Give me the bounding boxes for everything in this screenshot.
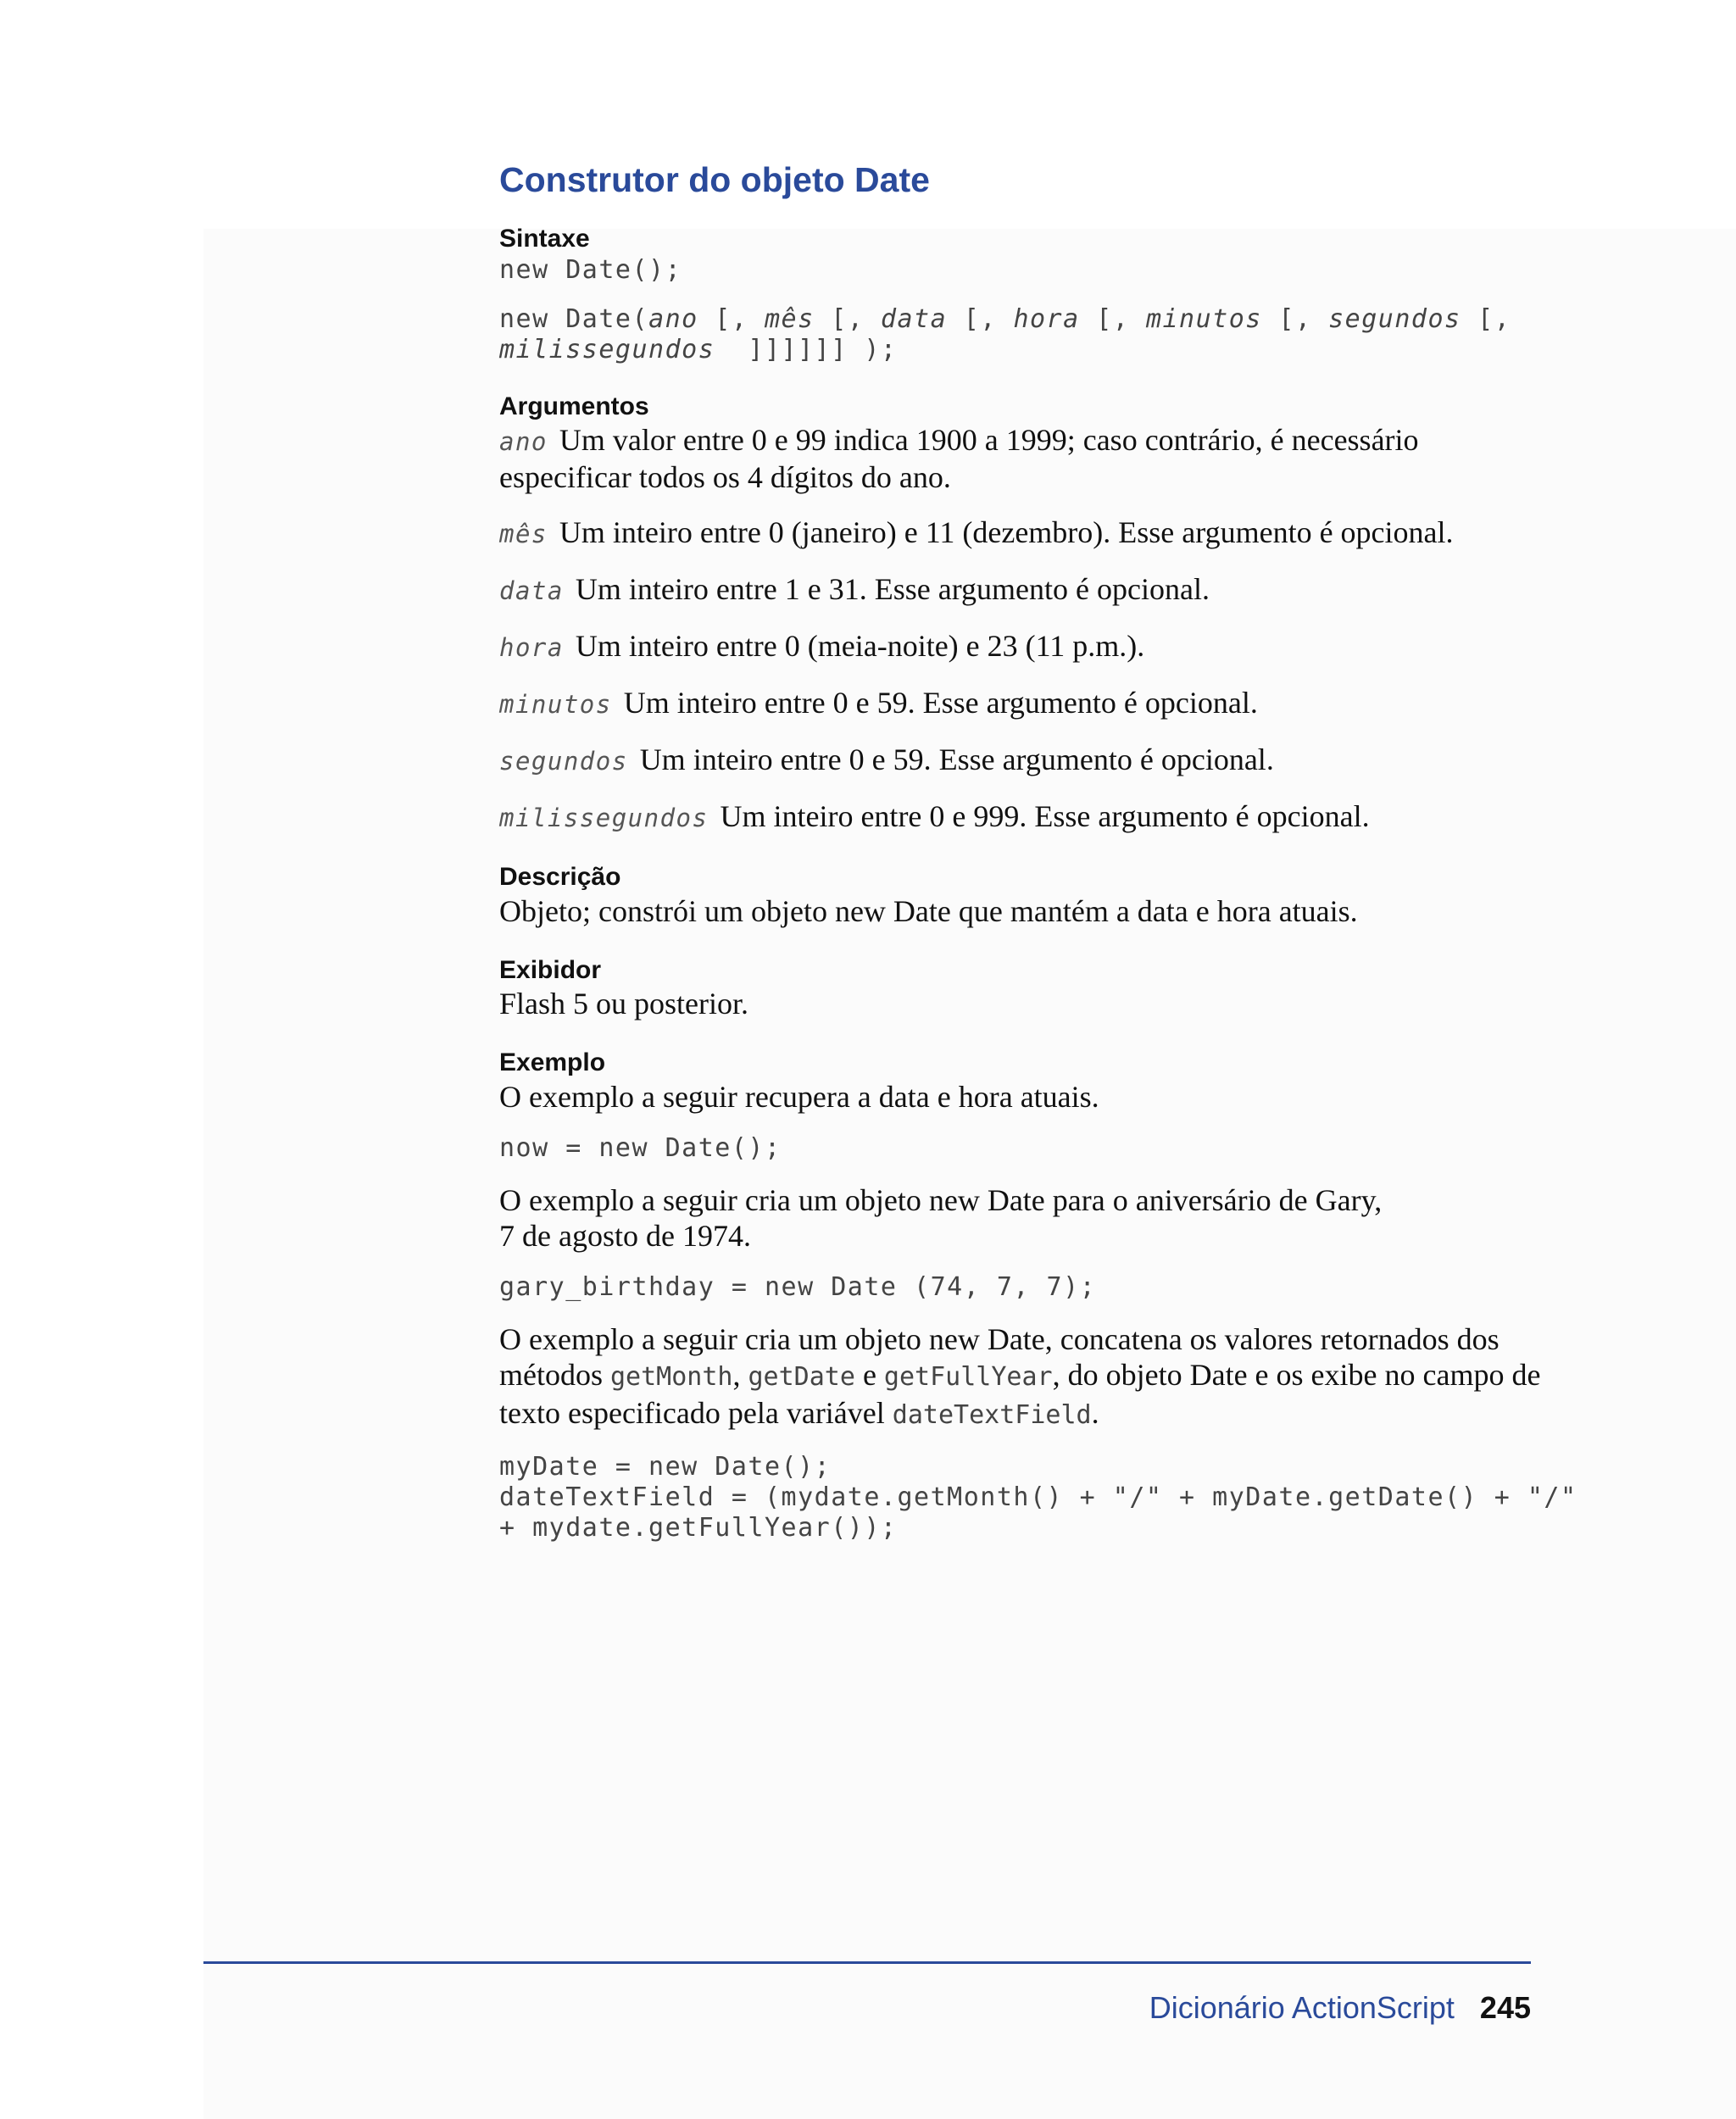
syntax-line-2 (499, 304, 1542, 335)
param-ano: ano (648, 303, 698, 334)
syntax-sep: [, (947, 303, 1014, 334)
argument-name: hora (499, 633, 564, 663)
book-title: Dicionário ActionScript (1149, 1990, 1455, 2025)
syntax-sep: [, (698, 303, 765, 334)
syntax-sep: [, (1261, 303, 1329, 334)
param-milissegundos: milissegundos (499, 334, 715, 364)
example-code-3-line-2: dateTextField = (mydate.getMonth() + "/" + myDate.getDate() + "/" (499, 1482, 1577, 1512)
example-text-2-line-2: 7 de agosto de 1974. (499, 1218, 751, 1253)
syntax-sep: [, (814, 303, 881, 334)
syntax-suffix: ]]]]]] ); (715, 334, 898, 364)
example-heading: Exemplo (499, 1048, 606, 1077)
argument-name: milissegundos (499, 804, 709, 833)
example-code-2: gary_birthday = new Date (74, 7, 7); (499, 1271, 1097, 1302)
argument-item (499, 798, 1542, 836)
argument-text: Um valor entre 0 e 99 indica 1900 a 1999; caso contrário, é necessário especificar todos os 4 dígitos do ano. (499, 423, 1419, 495)
param-segundos: segundos (1328, 303, 1461, 334)
syntax-sep: [, (1079, 303, 1146, 334)
argument-text: Um inteiro entre 0 e 59. Esse argumento é opcional. (623, 686, 1258, 720)
argument-text: Um inteiro entre 0 e 59. Esse argumento é opcional. (639, 742, 1274, 777)
description-text: Objeto; constrói um objeto new Date que mantém a data e hora atuais. (499, 893, 1358, 928)
argument-name: mês (499, 520, 548, 549)
argument-text: Um inteiro entre 1 e 31. Esse argumento é opcional. (575, 572, 1210, 607)
example-text-3-part: , (732, 1357, 748, 1392)
argument-item (499, 571, 1542, 609)
section-title: Construtor do objeto Date (499, 160, 930, 199)
argument-text: Um inteiro entre 0 (meia-noite) e 23 (11 p.m.). (575, 629, 1145, 664)
argument-item (499, 514, 1542, 552)
inline-code-getmonth: getMonth (610, 1361, 733, 1392)
example-code-3-line-1: myDate = new Date(); (499, 1451, 832, 1482)
argument-item (499, 422, 1542, 495)
argument-text: Um inteiro entre 0 (janeiro) e 11 (dezembro). Esse argumento é opcional. (559, 515, 1454, 550)
arguments-heading: Argumentos (499, 392, 649, 420)
argument-item (499, 628, 1542, 665)
inline-code-datetextfield: dateTextField (892, 1399, 1092, 1430)
argument-name: ano (499, 427, 548, 457)
player-text: Flash 5 ou posterior. (499, 987, 748, 1021)
syntax-heading: Sintaxe (499, 225, 590, 253)
example-text-3-part: , do objeto Date e os exibe no campo de texto especificado pela variável (499, 1357, 1541, 1430)
syntax-line-3 (499, 335, 1542, 365)
player-heading: Exibidor (499, 955, 602, 984)
param-data: data (880, 303, 948, 334)
example-text-2-line-1: O exemplo a seguir cria um objeto new Date para o aniversário de Gary, (499, 1182, 1383, 1217)
param-mes: mês (765, 303, 815, 334)
syntax-line-1: new Date(); (499, 254, 682, 285)
syntax-prefix: new Date( (499, 303, 649, 334)
page-number: 245 (1479, 1990, 1531, 2025)
example-text-1: O exemplo a seguir recupera a data e hora atuais. (499, 1079, 1099, 1114)
example-text-2 (499, 1182, 1542, 1254)
example-text-3-part: e (854, 1357, 884, 1392)
description-heading: Descrição (499, 863, 621, 892)
example-code-3-line-3: + mydate.getFullYear()); (499, 1512, 898, 1543)
example-text-3-part: . (1091, 1395, 1099, 1430)
page-footer (1149, 1990, 1531, 2026)
argument-item (499, 742, 1542, 779)
example-code-1: now = new Date(); (499, 1132, 782, 1163)
inline-code-getfullyear: getFullYear (883, 1361, 1053, 1392)
argument-name: data (499, 576, 564, 606)
param-minutos: minutos (1145, 303, 1262, 334)
example-text-3 (499, 1321, 1542, 1433)
example-text-3-part: O exemplo a seguir cria um objeto new Date, concatena os valores retornados dos métodos (499, 1321, 1500, 1392)
argument-name: minutos (499, 690, 612, 720)
param-hora: hora (1013, 303, 1080, 334)
footer-rule (203, 1961, 1531, 1964)
argument-name: segundos (499, 747, 628, 776)
page-content (499, 159, 1577, 1543)
argument-text: Um inteiro entre 0 e 999. Esse argumento é opcional. (720, 799, 1370, 834)
syntax-sep: [, (1461, 303, 1511, 334)
argument-item (499, 685, 1542, 722)
inline-code-getdate: getDate (748, 1361, 855, 1392)
